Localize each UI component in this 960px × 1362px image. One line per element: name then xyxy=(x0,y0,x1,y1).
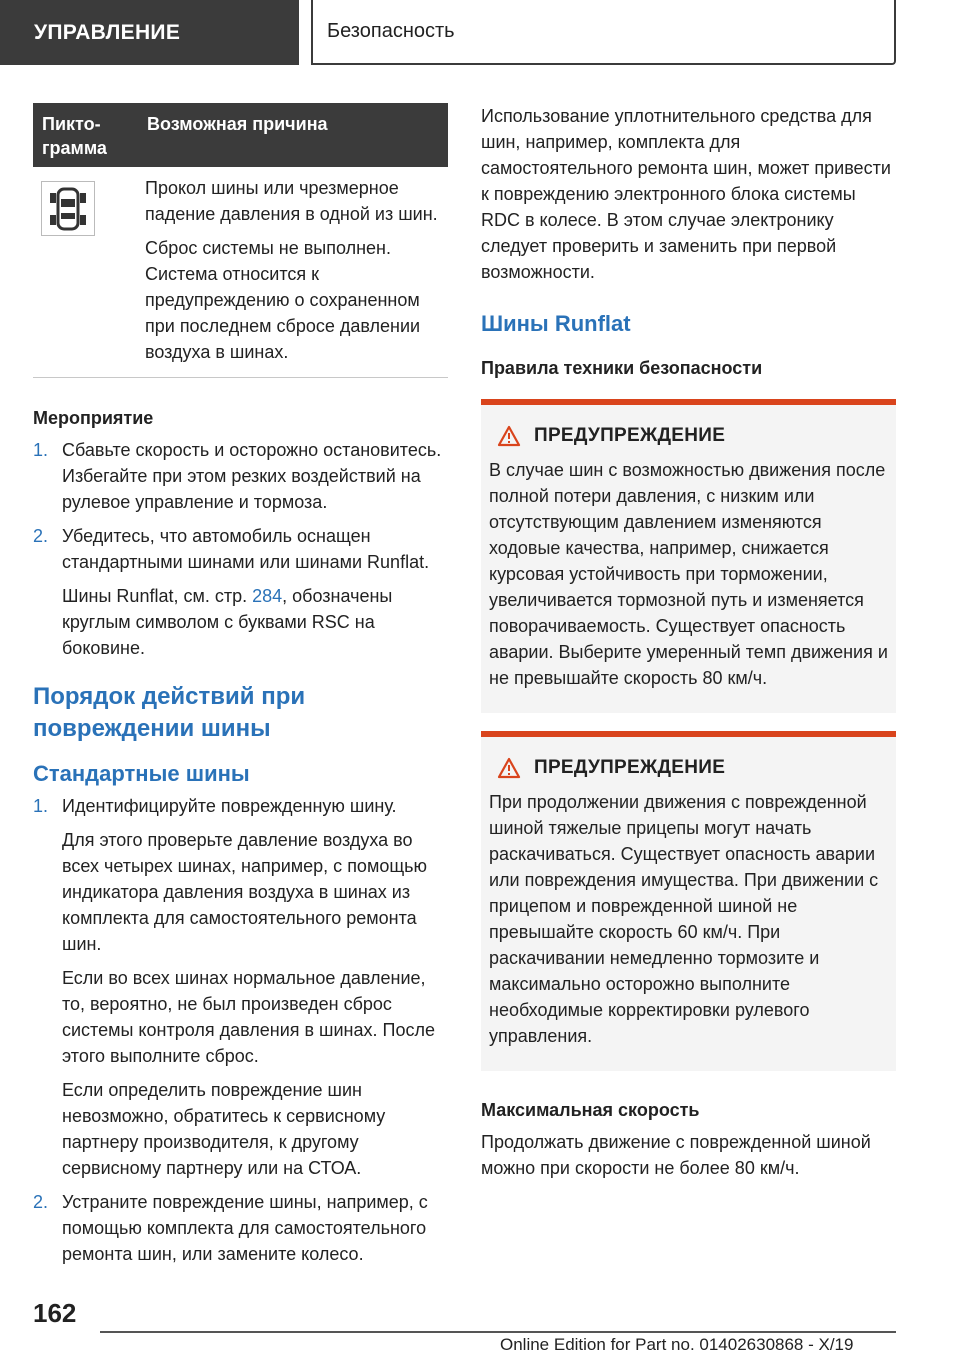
list-item: 2. Убедитесь, что автомобиль оснащен стандартными шинами или шинами Runflat. Шины Runflat, см. стр. 284, обозначены круглым символом с буквами RSC на боковине. xyxy=(33,526,430,658)
runflat-title: Шины Runflat xyxy=(481,311,631,336)
cause-text-2: Сброс системы не выполнен. Система относится к предупреждению о сохраненном при последнем сбросе давлении воздуха в шинах. xyxy=(145,238,421,362)
measures-list xyxy=(33,437,448,661)
section-tab: УПРАВЛЕНИЕ xyxy=(0,0,299,65)
warning-triangle-icon xyxy=(497,425,521,447)
procedure-title: Порядок действий при повреждении шины xyxy=(33,683,306,742)
footer-divider xyxy=(100,1331,896,1333)
table-header xyxy=(33,103,448,167)
warning-box-2 xyxy=(481,731,896,1071)
warning-1-text: В случае шин с возможностью движения после полной потери давления, с низким или отсутствующим давлением изменяются ходовые качества, например, снижается курсовая устойчивость при торможении, увеличивается тормозной путь и изменяется поворачиваемость. Существует опасность аварии. Выберите умеренный темп движения и не превышайте скорость 80 км/ч. xyxy=(489,460,888,688)
intro-text: Использование уплотнительного средства для шин, например, комплекта для самостоятельного ремонта шин, может привести к повреждению электронного блока системы RDC в колесе. В этом случае электронику следует проверить и заменить при первой возможности. xyxy=(481,106,891,282)
measures-title: Мероприятие xyxy=(33,408,154,428)
list-item: 2. Устраните повреждение шины, например, с помощью комплекта для самостоятельного ремонта шин, или замените колесо. xyxy=(33,1192,428,1264)
footer-edition: Online Edition for Part no. 01402630868 - X/19 xyxy=(500,1335,854,1354)
table-row xyxy=(33,167,448,378)
page-number: 162 xyxy=(33,1298,77,1328)
left-column xyxy=(33,103,448,1267)
table-header-pictogram: Пикто-грамма xyxy=(42,114,107,158)
procedure-subtitle: Стандартные шины xyxy=(33,761,250,786)
car-tire-pressure-icon xyxy=(41,181,95,236)
list-item: 1. Сбавьте скорость и осторожно остановитесь. Избегайте при этом резких воздействий на рулевое управление и тормоза. xyxy=(33,440,442,512)
warning-1-title: ПРЕДУПРЕЖДЕНИЕ xyxy=(534,425,726,446)
page-link[interactable]: 284 xyxy=(252,586,283,606)
warning-box-1 xyxy=(481,399,896,713)
warning-2-text: При продолжении движения с поврежденной шиной тяжелые прицепы могут начать раскачиваться. Существует опасность аварии или повреждения имущества. При движении с прицепом и поврежденной шиной не превышайте скорость 60 км/ч. При раскачивании немедленно тормозите и максимально осторожно выполните необходимые корректировки рулевого управления. xyxy=(489,792,879,1046)
table-header-cause: Возможная причина xyxy=(147,114,328,134)
max-speed-text: Продолжать движение с поврежденной шиной можно при скорости не более 80 км/ч. xyxy=(481,1132,871,1178)
procedure-list xyxy=(33,793,448,1267)
list-item: 1. Идентифицируйте поврежденную шину. Для этого проверьте давление воздуха во всех четырех шинах, например, с помощью индикатора давления воздуха в шинах из комплекта для самостоятельного ремонта шин. Если во всех шинах нормальное давление, то, вероятно, не был произведен сброс системы контроля давления в шинах. После этого выполните сброс. Если определить повреждение шин невозможно, обратитесь к сервисному партнеру производителя, к другому сервисному партнеру или на СТОА. xyxy=(33,796,435,1178)
right-column xyxy=(481,103,896,1181)
max-speed-title: Максимальная скорость xyxy=(481,1100,700,1120)
warning-2-title: ПРЕДУПРЕЖДЕНИЕ xyxy=(534,757,726,778)
safety-title: Правила техники безопасности xyxy=(481,358,763,378)
warning-triangle-icon xyxy=(497,757,521,779)
subsection-tab: Безопасность xyxy=(311,0,896,65)
cause-text-1: Прокол шины или чрезмерное падение давления в одной из шин. xyxy=(145,178,438,224)
